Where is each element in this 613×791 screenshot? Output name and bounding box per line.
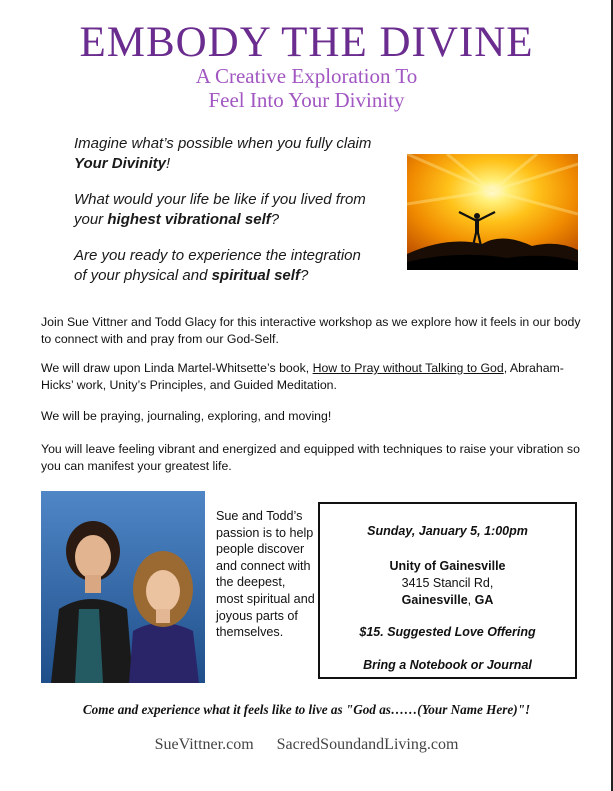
page-title: EMBODY THE DIVINE <box>79 19 534 66</box>
presenters-photo <box>41 491 205 683</box>
subtitle-line-2: Feel Into Your Divinity <box>208 88 405 112</box>
outcome-paragraph: You will leave feeling vibrant and energized and equipped with techniques to raise your vibration so you can manifest your greatest life. <box>41 442 580 473</box>
website-links <box>0 736 613 754</box>
event-bring: Bring a Notebook or Journal <box>363 658 532 672</box>
site-link-sacred-sound[interactable]: SacredSoundandLiving.com <box>276 736 459 753</box>
book-link[interactable]: How to Pray without Talking to God <box>312 361 504 375</box>
sources-paragraph: We will draw upon Linda Martel-Whitsette’s book, How to Pray without Talking to God, Abraham-Hicks’ work, Unity’s Principles, and Guided Meditation. <box>41 361 564 392</box>
question-1: Imagine what’s possible when you fully claim Your Divinity! <box>74 135 372 172</box>
event-venue: Unity of Gainesville <box>389 559 506 573</box>
question-2: What would your life be like if you lived from your highest vibrational self? <box>74 191 366 228</box>
passion-text: Sue and Todd’s passion is to help people discover and connect with the deepest, most spiritual and joyous parts of themselves. <box>216 509 315 640</box>
subtitle-line-1: A Creative Exploration To <box>195 64 418 88</box>
intro-paragraph: Join Sue Vittner and Todd Glacy for this interactive workshop as we explore how it feels in our body to connect with and pray from our God-Self. <box>41 315 581 346</box>
site-link-sue-vittner[interactable]: SueVittner.com <box>154 736 254 753</box>
sunset-image <box>407 154 578 270</box>
tagline: Come and experience what it feels like to live as "God as……(Your Name Here)"! <box>82 702 531 717</box>
event-street: 3415 Stancil Rd, <box>401 576 494 590</box>
event-details-box <box>318 502 577 679</box>
event-price: $15. Suggested Love Offering <box>359 625 536 639</box>
event-date: Sunday, January 5, 1:00pm <box>367 524 528 538</box>
question-3: Are you ready to experience the integration of your physical and spiritual self? <box>74 247 361 284</box>
event-city: Gainesville, GA <box>401 593 494 607</box>
activities-paragraph: We will be praying, journaling, exploring, and moving! <box>41 409 332 423</box>
